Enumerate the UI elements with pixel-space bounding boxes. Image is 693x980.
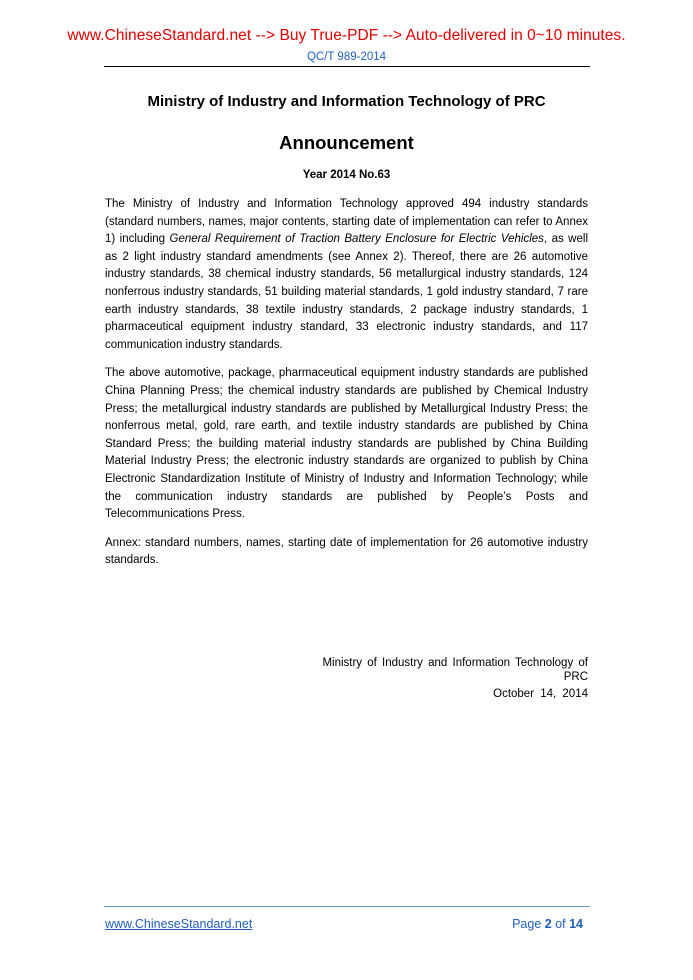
footer-website-link[interactable]: www.ChineseStandard.net	[105, 917, 253, 931]
announcement-number: Year 2014 No.63	[302, 169, 391, 181]
signature-date: October 14, 2014	[493, 688, 588, 700]
paragraph-publishers: The above automotive, package, pharmaceutical equipment industry standards are published China Planning Press; the chemical industry standards are published by Chemical Industry Press; the metallurgical industry standards are published by Metallurgical Industry Press; the nonferrous metal, gold, rare earth, and textile industry standards are published by China Standard Press; the building material industry standards are published by China Building Material Industry Press; the electronic industry standards are organized to publish by China Electronic Standardization Institute of Ministry of Industry and Information Technology; while the communication industry standards are published by People’s Posts and Telecommunications Press.	[105, 367, 588, 521]
standard-code: QC/T 989-2014	[306, 51, 387, 63]
document-title: Announcement	[279, 132, 414, 153]
promo-banner-link[interactable]: www.ChineseStandard.net --> Buy True-PDF --> Auto-delivered in 0~10 minutes.	[67, 27, 626, 44]
standard-title: General Requirement of Traction Battery Enclosure for Electric Vehicles	[169, 233, 544, 246]
page-number: Page 2 of 14	[512, 917, 583, 931]
paragraph-annex: Annex: standard numbers, names, starting date of implementation for 26 automotive industry standards.	[105, 536, 588, 567]
issuing-authority: Ministry of Industry and Information Technology of PRC	[147, 93, 546, 110]
announcement-body	[105, 196, 588, 581]
signature-authority: Ministry of Industry and Information Technology of PRC	[322, 657, 588, 683]
paragraph-approved-standards: The Ministry of Industry and Information Technology approved 494 industry standards (standard numbers, names, major contents, starting date of implementation can refer to Annex 1) including General Requirement of Traction Battery Enclosure for Electric Vehicles, as well as 2 light industry standard amendments (see Annex 2). Thereof, there are 26 automotive industry standards, 38 chemical industry standards, 56 metallurgical industry standards, 124 nonferrous industry standards, 51 building material standards, 1 gold industry standard, 7 rare earth industry standards, 38 textile industry standards, 2 package industry standards, 1 pharmaceutical equipment industry standard, 33 electronic industry standards, and 117 communication industry standards.	[105, 198, 588, 351]
header-divider	[104, 66, 590, 67]
footer-divider	[104, 906, 590, 907]
